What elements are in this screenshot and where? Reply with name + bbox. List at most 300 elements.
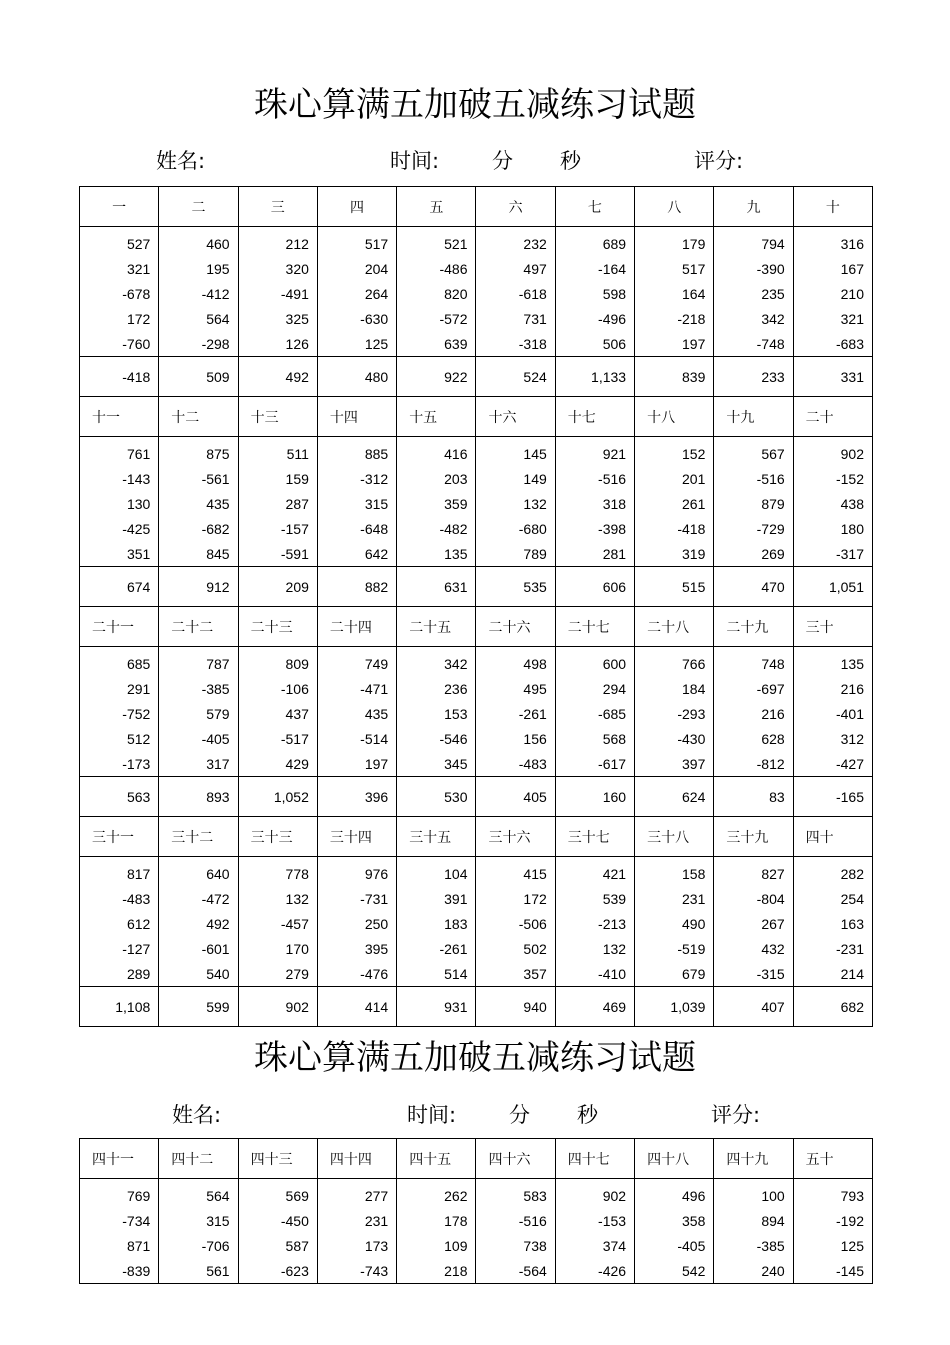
- problem-number: 四十五: [397, 1139, 476, 1179]
- operand-cell: 195: [159, 256, 238, 281]
- operand-cell: -143: [80, 466, 159, 491]
- operand-cell: 125: [317, 331, 396, 357]
- operand-cell: 109: [397, 1233, 476, 1258]
- operand-cell: 793: [793, 1179, 872, 1209]
- operand-cell: 871: [80, 1233, 159, 1258]
- operand-cell: -491: [238, 281, 317, 306]
- problem-number: 十九: [714, 397, 793, 437]
- answer-cell: 1,133: [555, 357, 634, 397]
- operand-cell: 827: [714, 857, 793, 887]
- answer-cell: 893: [159, 777, 238, 817]
- operand-cell: 976: [317, 857, 396, 887]
- answer-cell: 1,108: [80, 987, 159, 1027]
- operand-cell: 766: [635, 647, 714, 677]
- operand-cell: -839: [80, 1258, 159, 1284]
- operand-cell: 183: [397, 911, 476, 936]
- operand-cell: 539: [555, 886, 634, 911]
- number-row: [80, 516, 873, 541]
- number-row: [80, 886, 873, 911]
- operand-cell: 179: [635, 227, 714, 257]
- answer-cell: 940: [476, 987, 555, 1027]
- operand-cell: 598: [555, 281, 634, 306]
- problem-number: 四十九: [714, 1139, 793, 1179]
- problem-number: 二十九: [714, 607, 793, 647]
- operand-cell: 640: [159, 857, 238, 887]
- number-row: [80, 466, 873, 491]
- problem-number: 三十四: [317, 817, 396, 857]
- problem-number: 三十八: [635, 817, 714, 857]
- operand-cell: 506: [555, 331, 634, 357]
- operand-cell: -483: [80, 886, 159, 911]
- answer-cell: 631: [397, 567, 476, 607]
- problem-number: 四十六: [476, 1139, 555, 1179]
- answer-row: [80, 987, 873, 1027]
- operand-cell: 173: [317, 1233, 396, 1258]
- problem-number: 十八: [635, 397, 714, 437]
- operand-cell: 132: [476, 491, 555, 516]
- operand-cell: 358: [635, 1208, 714, 1233]
- operand-cell: 180: [793, 516, 872, 541]
- operand-cell: 517: [317, 227, 396, 257]
- operand-cell: -412: [159, 281, 238, 306]
- problem-number: 三十二: [159, 817, 238, 857]
- answer-cell: 1,039: [635, 987, 714, 1027]
- answer-cell: 599: [159, 987, 238, 1027]
- problem-number: 三: [238, 187, 317, 227]
- operand-cell: -457: [238, 911, 317, 936]
- operand-cell: -450: [238, 1208, 317, 1233]
- score-label: 评分:: [694, 149, 744, 173]
- answer-cell: 470: [714, 567, 793, 607]
- operand-cell: 689: [555, 227, 634, 257]
- operand-cell: 612: [80, 911, 159, 936]
- operand-cell: -213: [555, 911, 634, 936]
- operand-cell: -385: [159, 676, 238, 701]
- operand-cell: 132: [555, 936, 634, 961]
- operand-cell: 158: [635, 857, 714, 887]
- operand-cell: 512: [80, 726, 159, 751]
- exercise-table-2: [79, 1138, 873, 1284]
- name-label: 姓名:: [172, 1103, 222, 1127]
- operand-cell: 902: [555, 1179, 634, 1209]
- answer-cell: 912: [159, 567, 238, 607]
- operand-cell: 184: [635, 676, 714, 701]
- operand-cell: 164: [635, 281, 714, 306]
- operand-cell: 521: [397, 227, 476, 257]
- problem-number: 八: [635, 187, 714, 227]
- number-row: [80, 1233, 873, 1258]
- operand-cell: -476: [317, 961, 396, 987]
- operand-cell: 153: [397, 701, 476, 726]
- operand-cell: -218: [635, 306, 714, 331]
- answer-cell: 530: [397, 777, 476, 817]
- operand-cell: 587: [238, 1233, 317, 1258]
- operand-cell: 794: [714, 227, 793, 257]
- operand-cell: 639: [397, 331, 476, 357]
- number-row: [80, 936, 873, 961]
- operand-cell: -317: [793, 541, 872, 567]
- operand-cell: 159: [238, 466, 317, 491]
- number-row: [80, 676, 873, 701]
- number-row: [80, 437, 873, 467]
- operand-cell: 435: [159, 491, 238, 516]
- operand-cell: -743: [317, 1258, 396, 1284]
- operand-cell: 894: [714, 1208, 793, 1233]
- operand-cell: 321: [80, 256, 159, 281]
- operand-cell: 498: [476, 647, 555, 677]
- operand-cell: -591: [238, 541, 317, 567]
- operand-cell: 460: [159, 227, 238, 257]
- operand-cell: 318: [555, 491, 634, 516]
- operand-cell: 212: [238, 227, 317, 257]
- operand-cell: 416: [397, 437, 476, 467]
- operand-cell: -471: [317, 676, 396, 701]
- operand-cell: 600: [555, 647, 634, 677]
- problem-number: 二十五: [397, 607, 476, 647]
- operand-cell: 204: [317, 256, 396, 281]
- operand-cell: 262: [397, 1179, 476, 1209]
- answer-cell: -165: [793, 777, 872, 817]
- operand-cell: -617: [555, 751, 634, 777]
- operand-cell: 921: [555, 437, 634, 467]
- answer-cell: 535: [476, 567, 555, 607]
- operand-cell: 357: [476, 961, 555, 987]
- operand-cell: 761: [80, 437, 159, 467]
- number-row: [80, 256, 873, 281]
- operand-cell: 679: [635, 961, 714, 987]
- operand-cell: 277: [317, 1179, 396, 1209]
- problem-number: 四十八: [635, 1139, 714, 1179]
- operand-cell: -472: [159, 886, 238, 911]
- operand-cell: 628: [714, 726, 793, 751]
- operand-cell: 502: [476, 936, 555, 961]
- number-row: [80, 281, 873, 306]
- header-row: [80, 817, 873, 857]
- answer-cell: 160: [555, 777, 634, 817]
- operand-cell: 317: [159, 751, 238, 777]
- operand-cell: 250: [317, 911, 396, 936]
- operand-cell: 342: [714, 306, 793, 331]
- problem-number: 三十五: [397, 817, 476, 857]
- operand-cell: 201: [635, 466, 714, 491]
- problem-number: 十二: [159, 397, 238, 437]
- operand-cell: 315: [317, 491, 396, 516]
- operand-cell: 397: [635, 751, 714, 777]
- problem-number: 三十三: [238, 817, 317, 857]
- problem-number: 三十一: [80, 817, 159, 857]
- operand-cell: -293: [635, 701, 714, 726]
- operand-cell: -398: [555, 516, 634, 541]
- operand-cell: 281: [555, 541, 634, 567]
- answer-cell: 209: [238, 567, 317, 607]
- operand-cell: 231: [635, 886, 714, 911]
- operand-cell: -572: [397, 306, 476, 331]
- number-row: [80, 1258, 873, 1284]
- operand-cell: 540: [159, 961, 238, 987]
- operand-cell: -261: [397, 936, 476, 961]
- time-label: 时间:: [407, 1103, 457, 1127]
- operand-cell: -748: [714, 331, 793, 357]
- operand-cell: 820: [397, 281, 476, 306]
- operand-cell: 542: [635, 1258, 714, 1284]
- operand-cell: 315: [159, 1208, 238, 1233]
- answer-cell: 1,051: [793, 567, 872, 607]
- operand-cell: 167: [793, 256, 872, 281]
- operand-cell: -425: [80, 516, 159, 541]
- number-row: [80, 751, 873, 777]
- header-row: [80, 607, 873, 647]
- problem-number: 十六: [476, 397, 555, 437]
- answer-cell: 563: [80, 777, 159, 817]
- operand-cell: 511: [238, 437, 317, 467]
- operand-cell: 203: [397, 466, 476, 491]
- problem-number: 十五: [397, 397, 476, 437]
- operand-cell: 132: [238, 886, 317, 911]
- header-row: [80, 1139, 873, 1179]
- operand-cell: -385: [714, 1233, 793, 1258]
- answer-row: [80, 777, 873, 817]
- operand-cell: -618: [476, 281, 555, 306]
- operand-cell: 130: [80, 491, 159, 516]
- operand-cell: -318: [476, 331, 555, 357]
- problem-number: 十四: [317, 397, 396, 437]
- minute-label: 分: [492, 149, 513, 173]
- operand-cell: -405: [635, 1233, 714, 1258]
- operand-cell: 135: [397, 541, 476, 567]
- operand-cell: 514: [397, 961, 476, 987]
- operand-cell: 435: [317, 701, 396, 726]
- score-label: 评分:: [711, 1103, 761, 1127]
- operand-cell: -127: [80, 936, 159, 961]
- operand-cell: -152: [793, 466, 872, 491]
- operand-cell: 316: [793, 227, 872, 257]
- problem-number: 四十二: [159, 1139, 238, 1179]
- answer-cell: 492: [238, 357, 317, 397]
- operand-cell: 579: [159, 701, 238, 726]
- operand-cell: 517: [635, 256, 714, 281]
- operand-cell: 235: [714, 281, 793, 306]
- answer-cell: 682: [793, 987, 872, 1027]
- number-row: [80, 857, 873, 887]
- answer-cell: 902: [238, 987, 317, 1027]
- operand-cell: -106: [238, 676, 317, 701]
- number-row: [80, 911, 873, 936]
- operand-cell: 527: [80, 227, 159, 257]
- operand-cell: -648: [317, 516, 396, 541]
- operand-cell: 583: [476, 1179, 555, 1209]
- operand-cell: 261: [635, 491, 714, 516]
- answer-cell: 414: [317, 987, 396, 1027]
- operand-cell: -192: [793, 1208, 872, 1233]
- operand-cell: 172: [80, 306, 159, 331]
- problem-number: 十一: [80, 397, 159, 437]
- operand-cell: -630: [317, 306, 396, 331]
- answer-cell: 480: [317, 357, 396, 397]
- operand-cell: 126: [238, 331, 317, 357]
- number-row: [80, 726, 873, 751]
- answer-row: [80, 567, 873, 607]
- operand-cell: -729: [714, 516, 793, 541]
- operand-cell: -516: [476, 1208, 555, 1233]
- operand-cell: 490: [635, 911, 714, 936]
- answer-cell: 509: [159, 357, 238, 397]
- page-title: 珠心算满五加破五减练习试题: [254, 85, 696, 125]
- answer-cell: 839: [635, 357, 714, 397]
- problem-number: 四十四: [317, 1139, 396, 1179]
- problem-number: 四十: [793, 817, 872, 857]
- operand-cell: -298: [159, 331, 238, 357]
- answer-cell: 396: [317, 777, 396, 817]
- answer-row: [80, 357, 873, 397]
- operand-cell: 294: [555, 676, 634, 701]
- operand-cell: -697: [714, 676, 793, 701]
- answer-cell: 674: [80, 567, 159, 607]
- operand-cell: 282: [793, 857, 872, 887]
- operand-cell: -517: [238, 726, 317, 751]
- operand-cell: -752: [80, 701, 159, 726]
- second-label: 秒: [560, 149, 581, 173]
- operand-cell: 496: [635, 1179, 714, 1209]
- operand-cell: 432: [714, 936, 793, 961]
- operand-cell: 875: [159, 437, 238, 467]
- problem-number: 四: [317, 187, 396, 227]
- number-row: [80, 1208, 873, 1233]
- operand-cell: 429: [238, 751, 317, 777]
- operand-cell: 561: [159, 1258, 238, 1284]
- operand-cell: -506: [476, 911, 555, 936]
- minute-label: 分: [509, 1103, 530, 1127]
- operand-cell: 731: [476, 306, 555, 331]
- operand-cell: 492: [159, 911, 238, 936]
- problem-number: 四十一: [80, 1139, 159, 1179]
- number-row: [80, 491, 873, 516]
- answer-cell: -418: [80, 357, 159, 397]
- operand-cell: 321: [793, 306, 872, 331]
- operand-cell: -519: [635, 936, 714, 961]
- operand-cell: -685: [555, 701, 634, 726]
- operand-cell: 885: [317, 437, 396, 467]
- operand-cell: -706: [159, 1233, 238, 1258]
- number-row: [80, 961, 873, 987]
- operand-cell: 437: [238, 701, 317, 726]
- answer-cell: 606: [555, 567, 634, 607]
- name-label: 姓名:: [156, 149, 206, 173]
- answer-cell: 524: [476, 357, 555, 397]
- operand-cell: 817: [80, 857, 159, 887]
- operand-cell: -601: [159, 936, 238, 961]
- operand-cell: 438: [793, 491, 872, 516]
- operand-cell: 240: [714, 1258, 793, 1284]
- operand-cell: -486: [397, 256, 476, 281]
- number-row: [80, 701, 873, 726]
- operand-cell: 789: [476, 541, 555, 567]
- operand-cell: -231: [793, 936, 872, 961]
- problem-number: 三十七: [555, 817, 634, 857]
- number-row: [80, 306, 873, 331]
- operand-cell: -731: [317, 886, 396, 911]
- operand-cell: 495: [476, 676, 555, 701]
- problem-number: 五: [397, 187, 476, 227]
- operand-cell: 642: [317, 541, 396, 567]
- operand-cell: -153: [555, 1208, 634, 1233]
- exercise-table: [79, 186, 873, 1027]
- operand-cell: -483: [476, 751, 555, 777]
- operand-cell: 104: [397, 857, 476, 887]
- number-row: [80, 541, 873, 567]
- operand-cell: 351: [80, 541, 159, 567]
- number-row: [80, 331, 873, 357]
- student-info-row: [0, 145, 950, 171]
- operand-cell: -623: [238, 1258, 317, 1284]
- operand-cell: -516: [555, 466, 634, 491]
- operand-cell: 216: [714, 701, 793, 726]
- operand-cell: 236: [397, 676, 476, 701]
- operand-cell: 156: [476, 726, 555, 751]
- operand-cell: 564: [159, 306, 238, 331]
- operand-cell: -516: [714, 466, 793, 491]
- operand-cell: 149: [476, 466, 555, 491]
- operand-cell: 421: [555, 857, 634, 887]
- operand-cell: 325: [238, 306, 317, 331]
- operand-cell: 845: [159, 541, 238, 567]
- operand-cell: 395: [317, 936, 396, 961]
- problem-number: 二: [159, 187, 238, 227]
- operand-cell: -760: [80, 331, 159, 357]
- operand-cell: -564: [476, 1258, 555, 1284]
- number-row: [80, 647, 873, 677]
- operand-cell: -410: [555, 961, 634, 987]
- operand-cell: 178: [397, 1208, 476, 1233]
- operand-cell: -546: [397, 726, 476, 751]
- answer-cell: 407: [714, 987, 793, 1027]
- operand-cell: 809: [238, 647, 317, 677]
- problem-number: 十七: [555, 397, 634, 437]
- operand-cell: 567: [714, 437, 793, 467]
- problem-number: 十三: [238, 397, 317, 437]
- problem-number: 二十四: [317, 607, 396, 647]
- operand-cell: 269: [714, 541, 793, 567]
- operand-cell: 289: [80, 961, 159, 987]
- operand-cell: -683: [793, 331, 872, 357]
- operand-cell: 568: [555, 726, 634, 751]
- problem-number: 二十一: [80, 607, 159, 647]
- operand-cell: -418: [635, 516, 714, 541]
- operand-cell: -680: [476, 516, 555, 541]
- answer-cell: 624: [635, 777, 714, 817]
- operand-cell: 778: [238, 857, 317, 887]
- problem-number: 二十二: [159, 607, 238, 647]
- operand-cell: 170: [238, 936, 317, 961]
- operand-cell: 345: [397, 751, 476, 777]
- answer-cell: 83: [714, 777, 793, 817]
- operand-cell: -157: [238, 516, 317, 541]
- time-label: 时间:: [390, 149, 440, 173]
- operand-cell: 214: [793, 961, 872, 987]
- operand-cell: 145: [476, 437, 555, 467]
- problem-number: 一: [80, 187, 159, 227]
- operand-cell: 749: [317, 647, 396, 677]
- problem-number: 七: [555, 187, 634, 227]
- operand-cell: 267: [714, 911, 793, 936]
- operand-cell: 279: [238, 961, 317, 987]
- operand-cell: -405: [159, 726, 238, 751]
- operand-cell: -390: [714, 256, 793, 281]
- operand-cell: -145: [793, 1258, 872, 1284]
- operand-cell: 264: [317, 281, 396, 306]
- problem-number: 三十六: [476, 817, 555, 857]
- operand-cell: 100: [714, 1179, 793, 1209]
- operand-cell: 738: [476, 1233, 555, 1258]
